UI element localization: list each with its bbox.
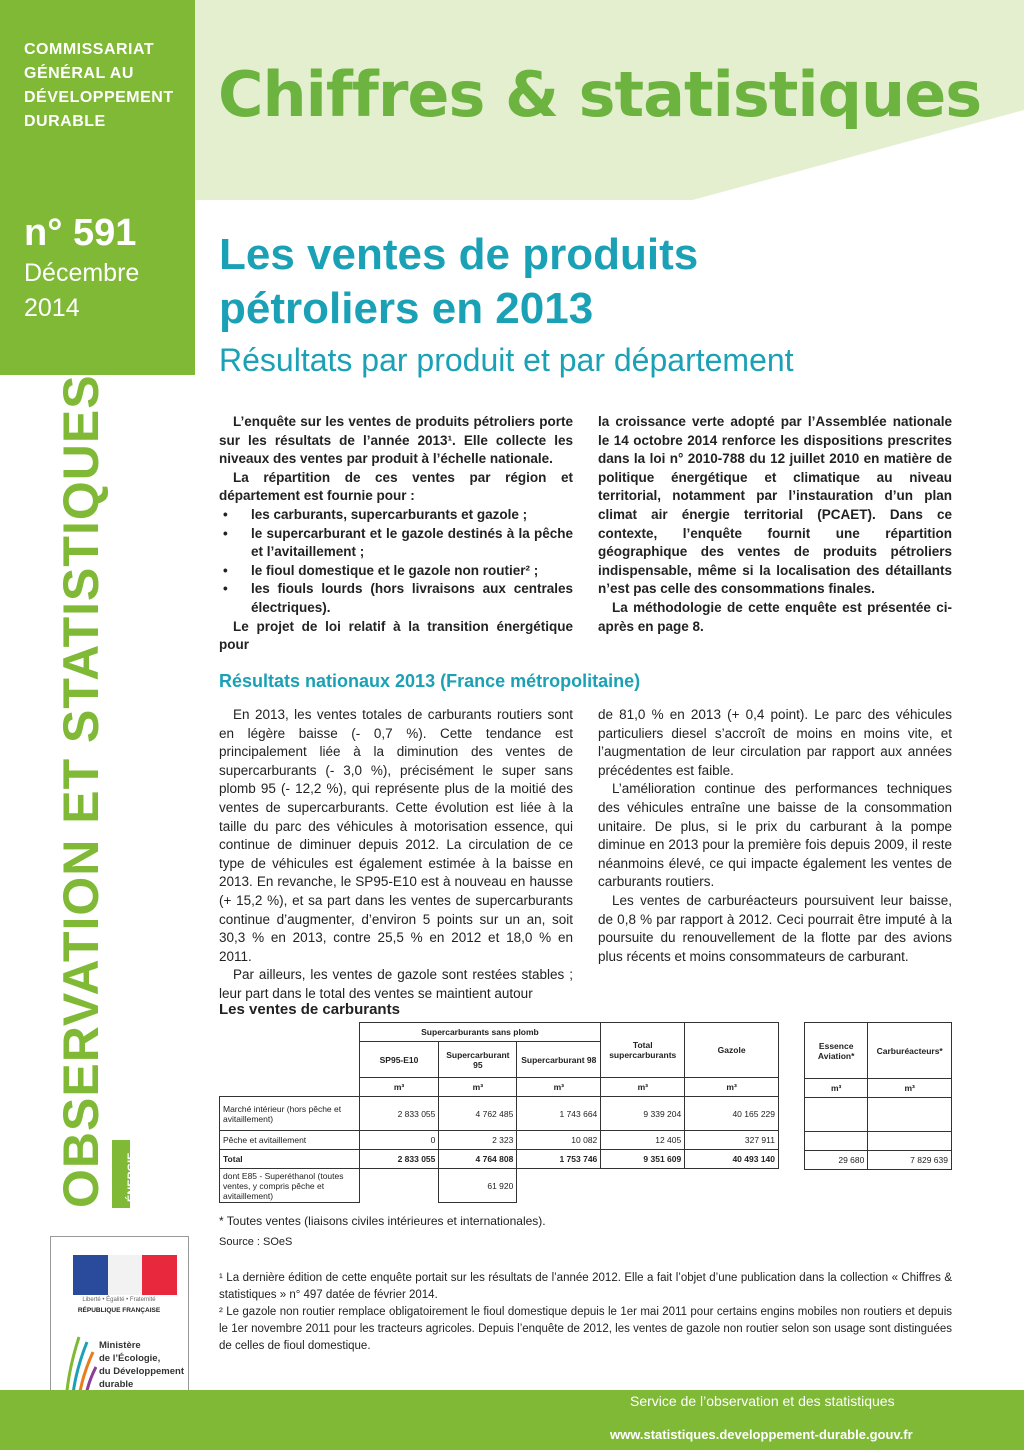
table-cell: 2 833 055	[359, 1097, 439, 1131]
table-note: * Toutes ventes (liaisons civiles intérieures et internationales).	[219, 1214, 546, 1228]
vertical-collection-label: OBSERVATION ET STATISTIQUES	[53, 374, 109, 1208]
body-paragraph: L’amélioration continue des performances techniques des véhicules entraîne une baisse de la consommation unitaire. De plus, si le prix du carburant à la pompe diminue en 2013 pour la première fois depuis 2009, il reste néanmoins élevé, ce qui impacte également les ventes de carburants routiers.	[598, 781, 952, 890]
table-header-sp98: Supercarburant 98	[517, 1042, 601, 1078]
intro-bullet-list	[219, 506, 573, 618]
table-header-total: Total supercarburants	[601, 1023, 685, 1078]
footnotes	[219, 1270, 952, 1355]
table-cell: 4 762 485	[439, 1097, 517, 1131]
table-cell: 40 165 229	[685, 1097, 779, 1131]
theme-tag-label: ÉNERGIE	[126, 1152, 138, 1202]
marianne-flag-icon	[73, 1255, 177, 1295]
table-title: Les ventes de carburants	[219, 1001, 400, 1018]
table-group-header: Supercarburants sans plomb	[359, 1023, 601, 1042]
table-unit: m³	[601, 1078, 685, 1097]
intro-paragraph: Le projet de loi relatif à la transition énergétique pour	[219, 618, 573, 653]
table-row	[220, 1169, 779, 1203]
table-header-carbu: Carburéacteurs*	[868, 1023, 952, 1079]
footer-service: Service de l’observation et des statistiques	[630, 1393, 895, 1409]
page-subtitle: Résultats par produit et par département	[219, 342, 794, 378]
body-paragraph: Par ailleurs, les ventes de gazole sont restées stables ; leur part dans le total des ventes se maintient autour	[219, 967, 573, 1001]
table-cell: 61 920	[439, 1169, 517, 1203]
table-cell: 40 493 140	[685, 1150, 779, 1169]
republic-motto: Liberté • Égalité • Fraternité	[82, 1297, 156, 1303]
table-cell: 1 743 664	[517, 1097, 601, 1131]
table-source: Source : SOeS	[219, 1236, 293, 1248]
table-cell: 327 911	[685, 1131, 779, 1150]
table-unit: m³	[868, 1079, 952, 1098]
table-cell: 2 833 055	[359, 1150, 439, 1169]
table-cell: 7 829 639	[868, 1151, 952, 1170]
publication-brand: Chiffres & statistiques	[218, 58, 982, 131]
fuel-sales-table	[219, 1022, 779, 1203]
ministry-name: Ministère de l’Écologie, du Développement durable	[99, 1340, 184, 1390]
table-cell: 2 323	[439, 1131, 517, 1150]
table-row-label: Marché intérieur (hors pêche et avitaillement)	[220, 1097, 360, 1131]
body-paragraph: En 2013, les ventes totales de carburants routiers sont en légère baisse (- 0,7 %). Cette tendance est principalement liée à la diminution des ventes de supercarburants (- 3,0 %), précisément le super sans plomb 95 (- 12,2 %), qui représente plus de la moitié des ventes de supercarburants. Cette évolution est liée à la taille du parc des véhicules à motorisation essence, qui continue de diminuer depuis 2012. La circulation de ce type de véhicules est également estimée à la baisse en 2013. En revanche, le SP95-E10 est à nouveau en hausse (+ 15,2 %), et sa part dans les ventes de supercarburants continue d’augmenter, d’environ 5 points sur un an, soit 30,3 % en 2013, contre 25,5 % en 2012 et 18,0 % en 2011.	[219, 707, 573, 964]
footer-url-link[interactable]: www.statistiques.developpement-durable.gouv.fr	[610, 1427, 913, 1442]
footnote: ² Le gazole non routier remplace obligatoirement le fioul domestique depuis le 1er mai 2011 pour certains engins mobiles non routiers et depuis le 1er novembre 2011 pour les tracteurs agricoles. Depuis l’enquête de 2012, les ventes de gazole non routier selon son usage sont distinguées de celles de fioul domestique.	[219, 1306, 952, 1352]
section-heading: Résultats nationaux 2013 (France métropolitaine)	[219, 671, 641, 691]
intro-left-column	[219, 413, 573, 655]
results-left-column	[219, 706, 573, 1004]
results-right-column	[598, 706, 952, 966]
table-cell: 9 351 609	[601, 1150, 685, 1169]
list-item: • le supercarburant et le gazole destinés à la pêche et l’avitaillement ;	[219, 525, 573, 562]
table-cell: 10 082	[517, 1131, 601, 1150]
table-header-gazole: Gazole	[685, 1023, 779, 1078]
table-cell: 29 680	[805, 1151, 868, 1170]
table-header-sp95: Supercarburant 95	[439, 1042, 517, 1078]
table-row-label: dont E85 - Superéthanol (toutes ventes, y compris pêche et avitaillement)	[220, 1169, 360, 1203]
table-unit: m³	[359, 1078, 439, 1097]
table-row	[220, 1131, 779, 1150]
table-cell: 12 405	[601, 1131, 685, 1150]
intro-paragraph: L’enquête sur les ventes de produits pétroliers porte sur les résultats de l’année 2013¹. Elle collecte les niveaux des ventes par produit à l’échelle nationale.	[219, 414, 573, 467]
table-header-essence: Essence Aviation*	[805, 1023, 868, 1079]
table-unit: m³	[685, 1078, 779, 1097]
republic-name: RÉPUBLIQUE FRANÇAISE	[77, 1307, 161, 1314]
aviation-table	[804, 1022, 952, 1170]
table-cell: 0	[359, 1131, 439, 1150]
issue-number: n° 591	[24, 212, 137, 254]
table-cell: 1 753 746	[517, 1150, 601, 1169]
table-unit: m³	[517, 1078, 601, 1097]
list-item: • les fiouls lourds (hors livraisons aux centrales électriques).	[219, 580, 573, 617]
body-paragraph: de 81,0 % en 2013 (+ 0,4 point). Le parc des véhicules particuliers diesel s’accroît de moins en moins vite, et l’augmentation de leur circulation par rapport aux années précédentes est faible.	[598, 707, 952, 778]
intro-paragraph: la croissance verte adopté par l’Assemblée nationale le 14 octobre 2014 renforce les dispositions prescrites dans la loi n° 2010-788 du 12 juillet 2010 en matière de politique énergétique et climatique au niveau territorial, notamment par l’instauration d’un plan climat air énergie territorial (PCAET). Dans ce contexte, l’enquête fournit une répartition géographique des ventes de produits pétroliers indispensable, même si la localisation des détaillants n’est pas celle des consommations finales.	[598, 414, 952, 597]
footnote: ¹ La dernière édition de cette enquête portait sur les résultats de l’année 2012. Elle a fait l’objet d’une publication dans la collection « Chiffres & statistiques » n° 497 datée de février 2014.	[219, 1272, 952, 1301]
intro-paragraph: La méthodologie de cette enquête est présentée ci-après en page 8.	[598, 599, 952, 634]
table-row	[220, 1097, 779, 1131]
organization-name: COMMISSARIAT GÉNÉRAL AU DÉVELOPPEMENT DURABLE	[24, 41, 174, 130]
table-header-sp95e10: SP95-E10	[359, 1042, 439, 1078]
intro-paragraph: La répartition de ces ventes par région et département est fournie pour :	[219, 469, 573, 504]
theme-tag	[112, 1140, 138, 1208]
table-cell: 4 764 808	[439, 1150, 517, 1169]
list-item: • les carburants, supercarburants et gazole ;	[219, 506, 573, 525]
issue-month: Décembre	[24, 259, 140, 287]
body-paragraph: Les ventes de carburéacteurs poursuivent leur baisse, de 0,8 % par rapport à 2012. Ceci pourrait être imputé à la poursuite du renouvellement de la flotte par des avions plus récents et moins consommateurs de carburant.	[598, 892, 952, 964]
table-row-label: Total	[220, 1150, 360, 1169]
page-title: Les ventes de produits pétroliers en 2013	[219, 230, 699, 333]
table-row-label: Pêche et avitaillement	[220, 1131, 360, 1150]
table-cell: 9 339 204	[601, 1097, 685, 1131]
issue-year: 2014	[24, 294, 80, 322]
table-unit: m³	[439, 1078, 517, 1097]
table-unit: m³	[805, 1079, 868, 1098]
list-item: • le fioul domestique et le gazole non routier² ;	[219, 562, 573, 581]
intro-right-column	[598, 413, 952, 636]
table-row-total	[220, 1150, 779, 1169]
